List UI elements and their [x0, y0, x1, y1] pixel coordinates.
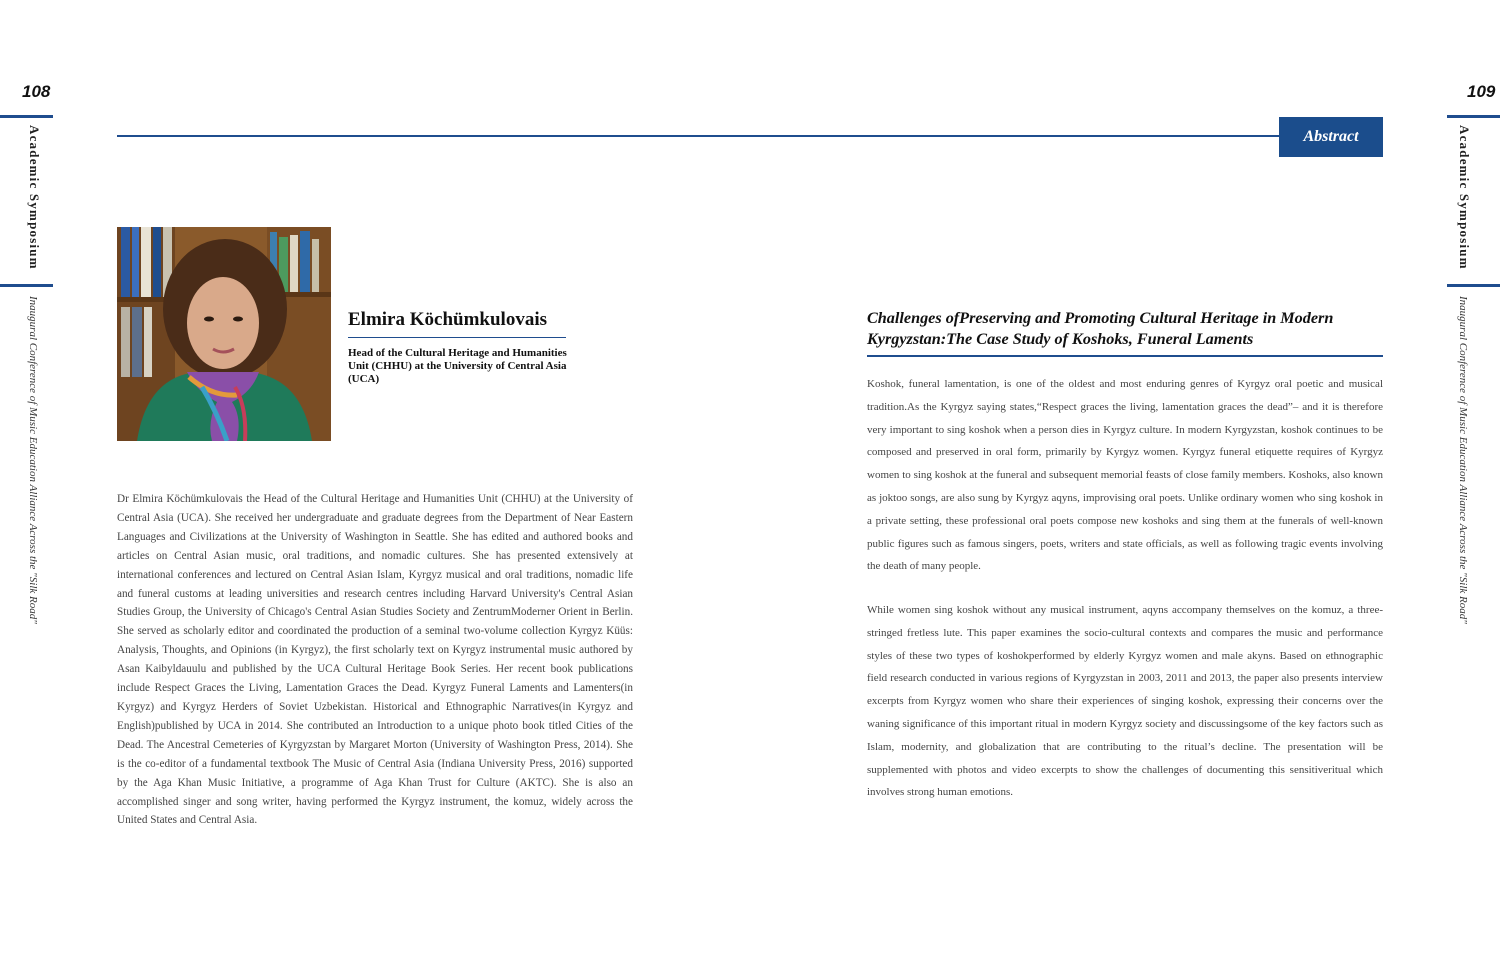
page-number-left: 108 — [22, 82, 51, 101]
side-subtitle-left: Inaugural Conference of Music Education Alliance Across the "Silk Road" — [27, 296, 39, 624]
side-rule-bottom-right — [1447, 284, 1500, 287]
header-rule — [117, 135, 1279, 137]
speaker-role: Head of the Cultural Heritage and Humanities Unit (CHHU) at the University of Central Asia (UCA) — [348, 347, 567, 385]
abstract-title: Challenges ofPreserving and Promoting Cultural Heritage in Modern Kyrgyzstan:The Case Study of Koshoks, Funeral Laments — [867, 309, 1334, 348]
side-title-right: Academic Symposium — [1457, 125, 1472, 270]
speaker-bio: Dr Elmira Köchümkulovais the Head of the Cultural Heritage and Humanities Unit (CHHU) at the University of Central Asia (UCA). She received her undergraduate and graduate degrees from the Department of Near Eastern Languages and Civilizations at the University of Washington in Seattle. She has edited and authored books and articles on Central Asian music, oral traditions, and nomadic cultures. She has presented extensively at international conferences and lectured on Central Asian Islam, Kyrgyz musical and oral traditions, nomadic life and funeral customs at leading universities and research centres including Harvard University's Central Asian Studies Group, the University of Chicago's Central Asian Studies Society and ZentrumModerner Orient in Berlin. She served as scholarly editor and coordinated the production of a seminal two-volume collection Kyrgyz Küüs: Analysis, Thoughts, and Opinions (in Kyrgyz), the first scholarly text on Kyrgyz instrumental music authored by Asan Kaibyldauulu and published by the UCA Cultural Heritage Book Series. Her recent book publications include Respect Graces the Living, Lamentation Graces the Dead. Kyrgyz Funeral Laments and Lamenters(in Kyrgyz) and Kyrgyz Herders of Soviet Uzbekistan. Historical and Ethnographic Narratives(in Kyrgyz and English)published by UCA in 2014. She contributed an Introduction to a unique photo book titled Cities of the Dead. The Ancestral Cemeteries of Kyrgyzstan by Margaret Morton (University of Washington Press, 2014). She is the co-editor of a fundamental textbook The Music of Central Asia (Indiana University Press, 2016) supported by the Aga Khan Music Initiative, a programme of Aga Khan Trust for Culture (AKTC). She is also an accomplished singer and song writer, having performed the Kyrgyz instrument, the komuz, widely across the United States and Central Asia. — [117, 493, 633, 827]
abstract-paragraph-2: While women sing koshok without any musical instrument, aqyns accompany themselves on the komuz, a three-stringed fretless lute. This paper examines the socio-cultural contexts and compares the music and performance styles of these two types of koshokperformed by elderly Kyrgyz women and male akyns. Based on ethnographic field research conducted in various regions of Kyrgyzstan in 2003, 2011 and 2013, the paper also presents interview excerpts from Kyrgyz women who share their experiences of singing koshok, expressing their concerns over the waning significance of this important ritual in modern Kyrgyz society and discussingsome of the key factors such as Islam, modernity, and globalization that are contributing to the ritual’s decline. The presentation will be supplemented with photos and video excerpts to show the challenges of documenting this sensitiveritual which involves strong human emotions. — [867, 604, 1383, 799]
speaker-name-rule — [348, 337, 566, 338]
abstract-section-tag: Abstract — [1279, 117, 1383, 157]
speaker-photo — [117, 227, 331, 441]
side-rule-top-right — [1447, 115, 1500, 118]
side-title-left: Academic Symposium — [27, 125, 42, 270]
side-rule-bottom-left — [0, 284, 53, 287]
side-subtitle-right: Inaugural Conference of Music Education Alliance Across the "Silk Road" — [1457, 296, 1469, 624]
speaker-name: Elmira Köchümkulovais — [348, 309, 547, 330]
side-rule-top-left — [0, 115, 53, 118]
abstract-paragraph-1: Koshok, funeral lamentation, is one of the oldest and most enduring genres of Kyrgyz oral poetic and musical tradition.As the Kyrgyz saying states,“Respect graces the living, lamentation graces the dead”– and it is therefore very important to sing koshok when a person dies in Kyrgyz culture. In modern Kyrgyzstan, koshok continues to be composed and preserved in oral form, primarily by Kyrgyz women. Kyrgyz funeral etiquette requires of Kyrgyz women to sing koshok at the funeral and subsequent memorial feasts of close family members. Koshoks, also known as joktoo songs, are also sung by Kyrgyz aqyns, improvising oral poets. Unlike ordinary women who sing koshok in a private setting, these professional oral poets compose new koshoks and sing them at the funerals of well-known public figures such as famous singers, poets, writers and state officials, as well as following tragic events involving the death of many people. — [867, 378, 1383, 573]
page-number-right: 109 — [1467, 82, 1496, 101]
abstract-title-rule — [867, 355, 1383, 357]
